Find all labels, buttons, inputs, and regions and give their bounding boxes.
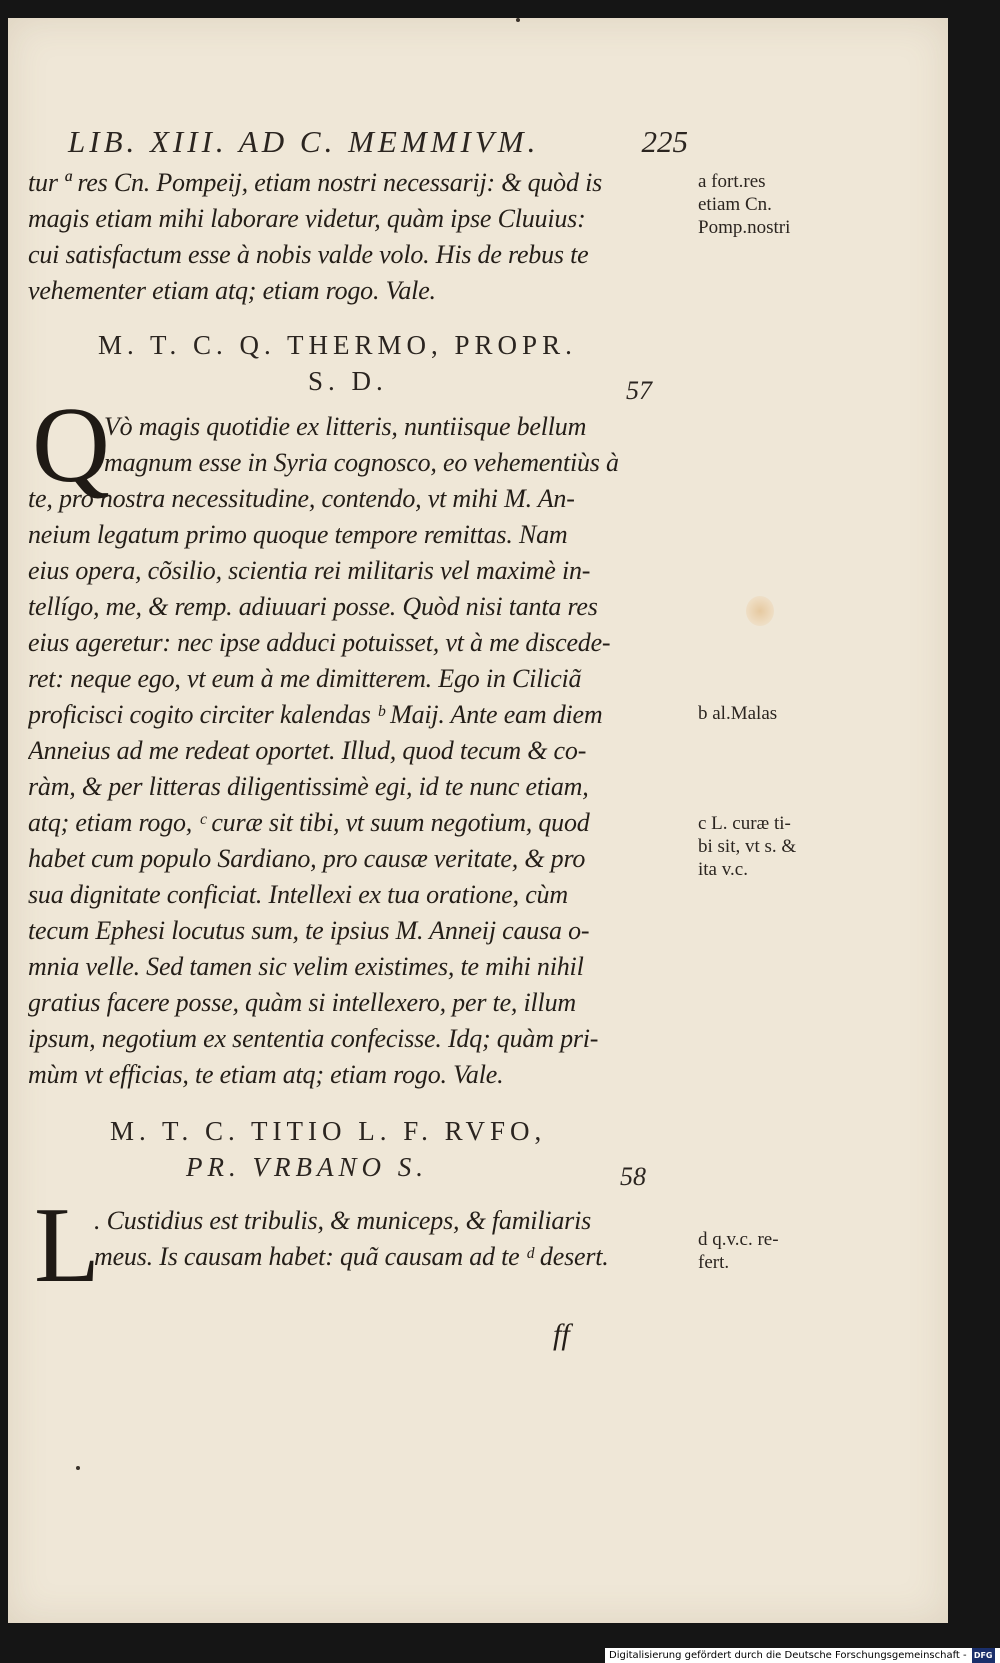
letter-57-heading: M. T. C. Q. THERMO, PROPR. <box>98 330 577 360</box>
ink-speck <box>516 18 520 22</box>
text-line: meus. Is causam habet: quã causam ad te ᵈ desert. <box>94 1242 609 1271</box>
book-page <box>8 18 948 1623</box>
text-line: mùm vt efficias, te etiam atq; etiam rogo. Vale. <box>28 1060 504 1089</box>
text-line: magis etiam mihi laborare videtur, quàm ipse Cluuius: <box>28 204 586 233</box>
marginal-note-b: b al.Malas <box>698 703 778 724</box>
text-line: te, pro nostra necessitudine, contendo, vt mihi M. An- <box>28 484 575 513</box>
ink-speck <box>76 1466 80 1470</box>
marginal-note-a: a fort.res etiam Cn. Pomp.nostri <box>698 171 791 238</box>
credit-text: Digitalisierung gefördert durch die Deutsche Forschungsgemeinschaft - <box>609 1650 967 1661</box>
running-header <box>68 124 688 160</box>
text-line: vehementer etiam atq; etiam rogo. Vale. <box>28 276 436 305</box>
letter-58-heading: M. T. C. TITIO L. F. RVFO, <box>110 1116 547 1146</box>
text-line: ret: neque ego, vt eum à me dimitterem. Ego in Ciliciã <box>28 664 582 693</box>
paper-stain <box>746 596 774 626</box>
letter-57-number: 57 <box>626 376 652 405</box>
text-line: proficisci cogito circiter kalendas ᵇ Maij. Ante eam diem <box>28 700 603 729</box>
drop-cap-l: L <box>34 1186 100 1305</box>
marginal-note-d: d q.v.c. re- fert. <box>698 1229 779 1273</box>
catchword: ff <box>553 1318 570 1351</box>
text-line: gratius facere posse, quàm si intellexero, per te, illum <box>28 988 576 1017</box>
text-line: cui satisfactum esse à nobis valde volo. His de rebus te <box>28 240 589 269</box>
text-line: magnum esse in Syria cognosco, eo vehementiùs à <box>104 448 619 477</box>
text-line: tecum Ephesi locutus sum, te ipsius M. Anneij causa o- <box>28 916 590 945</box>
marginal-note-c: c L. curæ ti- bi sit, vt s. & ita v.c. <box>698 813 797 880</box>
digitization-credit <box>605 1648 1000 1663</box>
text-line: atq; etiam rogo, ᶜ curæ sit tibi, vt suum negotium, quod <box>28 808 590 837</box>
text-line: tur ª res Cn. Pompeij, etiam nostri necessarij: & quòd is <box>28 168 603 197</box>
text-line: habet cum populo Sardiano, pro causæ veritate, & pro <box>28 844 586 873</box>
text-line: neium legatum primo quoque tempore remittas. Nam <box>28 520 568 549</box>
running-header-title: LIB. XIII. AD C. MEMMIVM. <box>68 124 540 159</box>
text-line: tellígo, me, & remp. adiuuari posse. Quòd nisi tanta res <box>28 592 598 621</box>
text-line: ipsum, negotium ex sententia confecisse. Idq; quàm pri- <box>28 1024 599 1053</box>
text-line: eius ageretur: nec ipse adduci potuisset, vt à me discede- <box>28 628 611 657</box>
text-line: . Custidius est tribulis, & municeps, & familiaris <box>94 1206 592 1235</box>
letter-57-salutation: S. D. <box>308 366 388 396</box>
page-number: 225 <box>641 124 688 159</box>
letter-58-salutation: PR. VRBANO S. <box>186 1152 428 1182</box>
text-line: ràm, & per litteras diligentissimè egi, id te nunc etiam, <box>28 772 589 801</box>
text-line: mnia velle. Sed tamen sic velim existimes, te mihi nihil <box>28 952 584 981</box>
dfg-logo: DFG <box>972 1648 995 1663</box>
text-line: Vò magis quotidie ex litteris, nuntiisque bellum <box>104 412 587 441</box>
text-line: sua dignitate conficiat. Intellexi ex tua oratione, cùm <box>28 880 568 909</box>
letter-58-number: 58 <box>620 1162 646 1191</box>
drop-cap-q: Q <box>32 386 110 505</box>
text-line: Anneius ad me redeat oportet. Illud, quod tecum & co- <box>28 736 587 765</box>
text-line: eius opera, cõsilio, scientia rei militaris vel maximè in- <box>28 556 591 585</box>
